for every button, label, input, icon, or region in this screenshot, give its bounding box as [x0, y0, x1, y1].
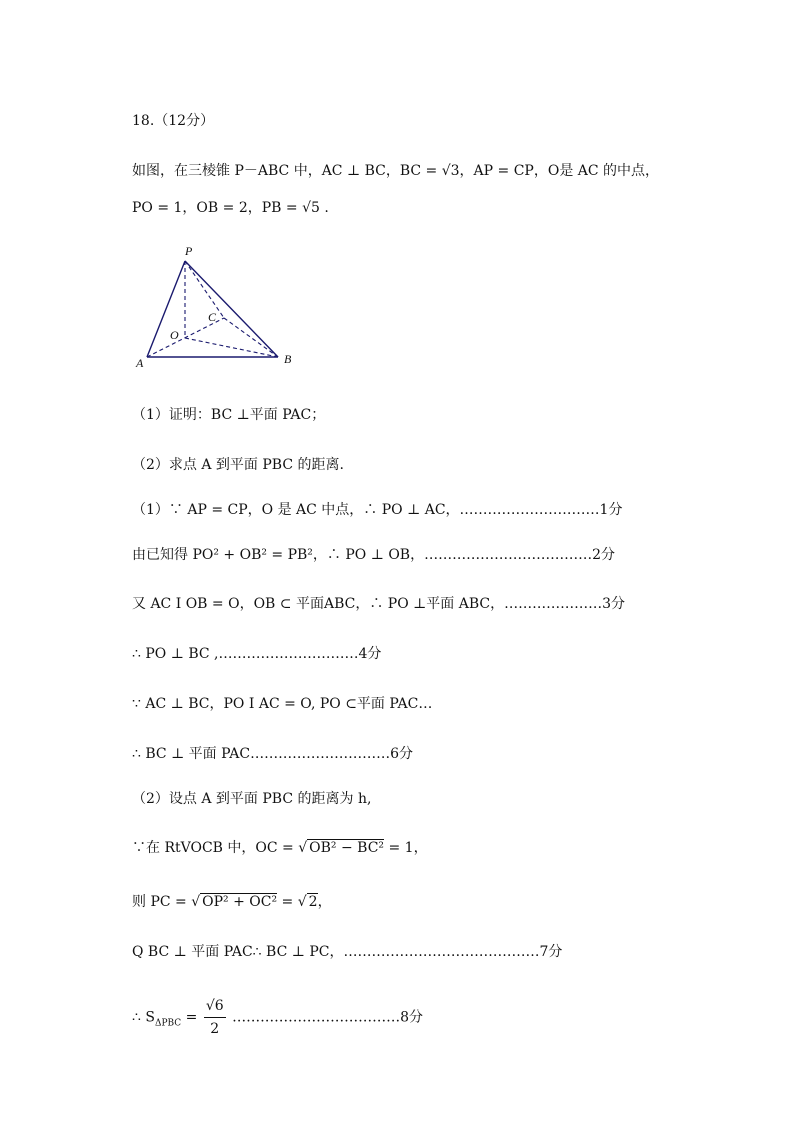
l11-prefix: ∴ S [132, 1009, 155, 1026]
question-1: （1）证明：BC ⊥平面 PAC； [132, 407, 326, 423]
question-2: （2）求点 A 到平面 PBC 的距离. [132, 457, 344, 473]
problem-statement-1: 如图，在三棱锥 P－ABC 中，AC ⊥ BC，BC = √3，AP = CP，O是 AC 的中点， [132, 163, 660, 179]
label-a: A [136, 356, 144, 370]
label-p: P [185, 244, 193, 258]
solution-line-2: 由已知得 PO² + OB² = PB²，∴ PO ⊥ OB，………………………………2分 [132, 547, 616, 563]
l11-fraction [204, 995, 226, 1040]
l11-numerator: √6 [204, 995, 226, 1018]
l9-mid: = [277, 894, 298, 910]
solution-line-10: Q BC ⊥ 平面 PAC∴ BC ⊥ PC，……………………………………7分 [132, 944, 563, 960]
l11-denominator: 2 [210, 1021, 220, 1037]
pyramid-diagram [132, 243, 302, 373]
l11-sub: ΔPBC [154, 1018, 182, 1029]
edge-pc [185, 261, 224, 318]
l8-prefix: ∵在 RtVOCB 中，OC = [132, 840, 299, 856]
problem-number: 18.（12分） [132, 113, 215, 129]
l9-root: OP² + OC² [202, 894, 278, 910]
solution-line-11 [132, 995, 423, 1040]
l8-root: OB² − BC² [309, 840, 385, 856]
solution-line-9: 则 PC = √ OP² + OC² = √ 2， [132, 894, 332, 910]
solution-line-5: ∵ AC ⊥ BC，PO I AC = O, PO ⊂平面 PAC… [132, 696, 433, 712]
l9-root2: 2 [308, 894, 318, 910]
problem-statement-2: PO = 1，OB = 2，PB = √5 . [132, 200, 329, 216]
edge-pa [147, 261, 185, 357]
solution-line-8: ∵在 RtVOCB 中，OC = √ OB² − BC² = 1， [132, 840, 428, 856]
edge-bc [224, 318, 278, 357]
label-o: O [170, 328, 179, 342]
l11-eq: = [181, 1009, 202, 1026]
l9-prefix: 则 PC = [132, 894, 192, 910]
l11-suffix: ………………………………8分 [232, 1009, 424, 1026]
solution-line-6: ∴ BC ⊥ 平面 PAC…………………………6分 [132, 746, 413, 762]
l8-suffix: = 1， [384, 840, 428, 856]
label-c: C [208, 310, 217, 324]
solution-line-7: （2）设点 A 到平面 PBC 的距离为 h, [132, 791, 372, 807]
solution-line-1: （1）∵ AP = CP，O 是 AC 中点，∴ PO ⊥ AC，…………………………1分 [132, 502, 623, 518]
solution-line-3: 又 AC I OB = O，OB ⊂ 平面ABC，∴ PO ⊥平面 ABC，…………………3分 [132, 596, 626, 612]
label-b: B [284, 352, 292, 366]
solution-line-4: ∴ PO ⊥ BC ,…………………………4分 [132, 646, 382, 662]
edge-pb [185, 261, 278, 357]
l9-suffix: ， [317, 894, 332, 910]
